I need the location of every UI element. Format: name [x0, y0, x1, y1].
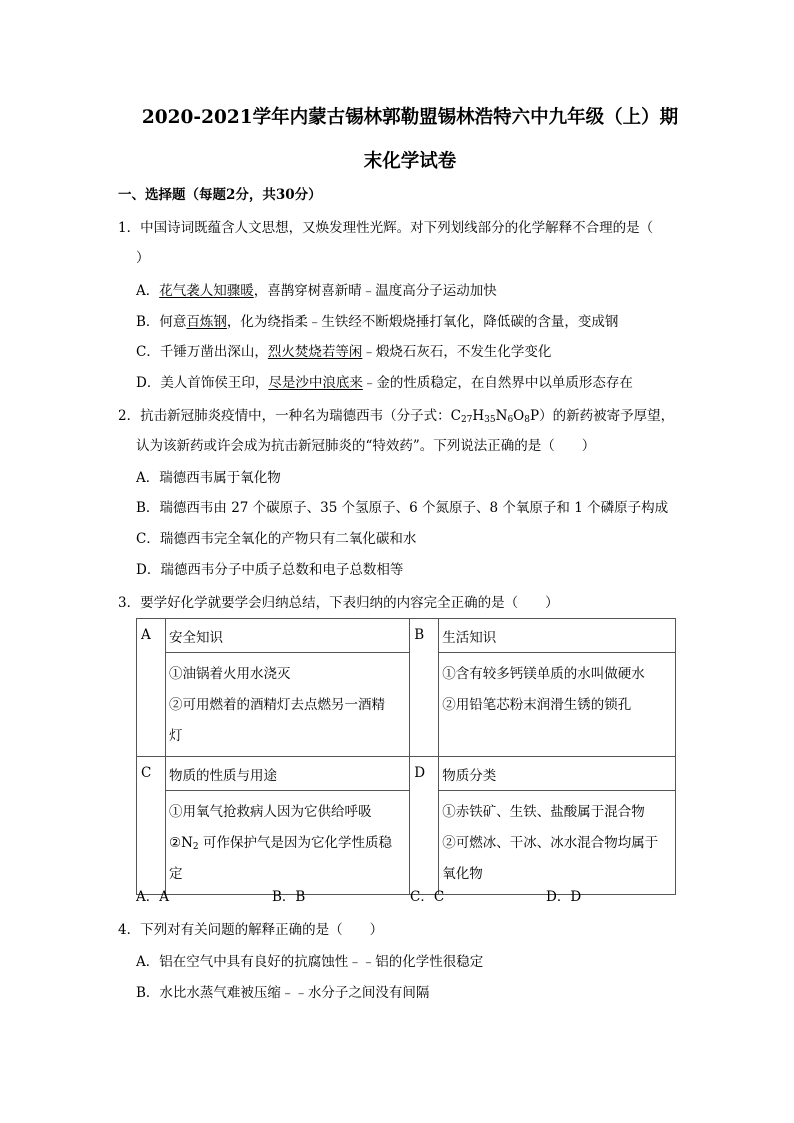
table-heading-c: 物质的性质与用途: [166, 757, 410, 791]
question-1-option-b: B．何意百炼钢，化为绕指柔﹣生铁经不断煅烧捶打氧化，降低碳的含量，变成钢: [136, 314, 619, 330]
table-cell-d: ①赤铁矿、生铁、盐酸属于混合物 ②可燃冰、干冰、冰水混合物均属于 氧化物: [439, 791, 676, 895]
table-label-c: C: [137, 757, 166, 895]
question-2-stem: 2．抗击新冠肺炎疫情中，一种名为瑞德西韦（分子式：$C_{27}H_{35}N_6O_8P$）的新药被寄予厚望，: [118, 408, 675, 425]
question-3-stem: 3．要学好化学就要学会归纳总结，下表归纳的内容完全正确的是（ ）: [118, 595, 559, 611]
question-1-option-c: C．千锤万凿出深山，烈火焚烧若等闲﹣煅烧石灰石，不发生化学变化: [136, 344, 552, 360]
question-1-option-d: D．美人首饰侯王印，尽是沙中浪底来﹣金的性质稳定，在自然界中以单质形态存在: [136, 375, 633, 391]
table-label-b: B: [410, 619, 439, 757]
table-heading-d: 物质分类: [439, 757, 676, 791]
exam-title-line2: 末化学试卷: [363, 151, 457, 172]
question-3-option-c: C．C: [410, 889, 445, 905]
question-1-stem: 1．中国诗词既蕴含人文思想，又焕发理性光辉。对下列划线部分的化学解释不合理的是（: [118, 220, 654, 236]
question-4-option-b: B．水比水蒸气难被压缩﹣﹣水分子之间没有间隔: [136, 985, 430, 1001]
question-4-option-a: A．铝在空气中具有良好的抗腐蚀性﹣﹣铝的化学性很稳定: [136, 954, 484, 970]
question-1-option-a: A．花气袭人知骤暖，喜鹊穿树喜新晴﹣温度高分子运动加快: [136, 283, 497, 299]
table-cell-b: ①含有较多钙镁单质的水叫做硬水 ②用铅笔芯粉末润滑生锈的锁孔: [439, 653, 676, 757]
question-2-stem-cont: 认为该新药或许会成为抗击新冠肺炎的“特效药”。下列说法正确的是（ ）: [136, 438, 596, 454]
underlined-phrase: 百炼钢: [186, 314, 227, 330]
question-3-option-d: D．D: [546, 889, 582, 905]
question-3-option-b: B．B: [272, 889, 306, 905]
section-heading: 一、选择题（每题2分，共30分）: [118, 187, 322, 203]
table-cell-c: ①用氧气抢救病人因为它供给呼吸 $②N_2$ 可作保护气是因为它化学性质稳 定: [166, 791, 410, 895]
question-3-option-a: A．A: [136, 889, 169, 905]
molecular-formula: $C_{27}H_{35}N_6O_8P$: [450, 408, 540, 425]
question-1-stem-cont: ）: [136, 250, 150, 266]
question-2-option-c: C．瑞德西韦完全氧化的产物只有二氧化碳和水: [136, 531, 417, 547]
table-heading-a: 安全知识: [166, 619, 410, 653]
table-label-a: A: [137, 619, 166, 757]
question-2-option-a: A．瑞德西韦属于氧化物: [136, 470, 281, 486]
underlined-phrase: 烈火焚烧若等闲: [267, 344, 363, 360]
underlined-phrase: 花气袭人知骤暖: [159, 283, 254, 299]
question-2-option-d: D．瑞德西韦分子中质子总数和电子总数相等: [136, 562, 404, 578]
table-label-d: D: [410, 757, 439, 895]
question-2-option-b: B．瑞德西韦由 27 个碳原子、35 个氢原子、6 个氮原子、8 个氧原子和 1 个磷原子构成: [136, 500, 669, 516]
exam-title-line1: 2020-2021学年内蒙古锡林郭勒盟锡林浩特六中九年级（上）期: [141, 107, 679, 128]
table-heading-b: 生活知识: [439, 619, 676, 653]
question-4-stem: 4．下列对有关问题的解释正确的是（ ）: [118, 922, 384, 938]
underlined-phrase: 尽是沙中浪底来: [268, 375, 363, 391]
table-cell-a: ①油锅着火用水浇灭 ②可用燃着的酒精灯去点燃另一酒精 灯: [166, 653, 410, 757]
knowledge-table: [136, 618, 676, 895]
